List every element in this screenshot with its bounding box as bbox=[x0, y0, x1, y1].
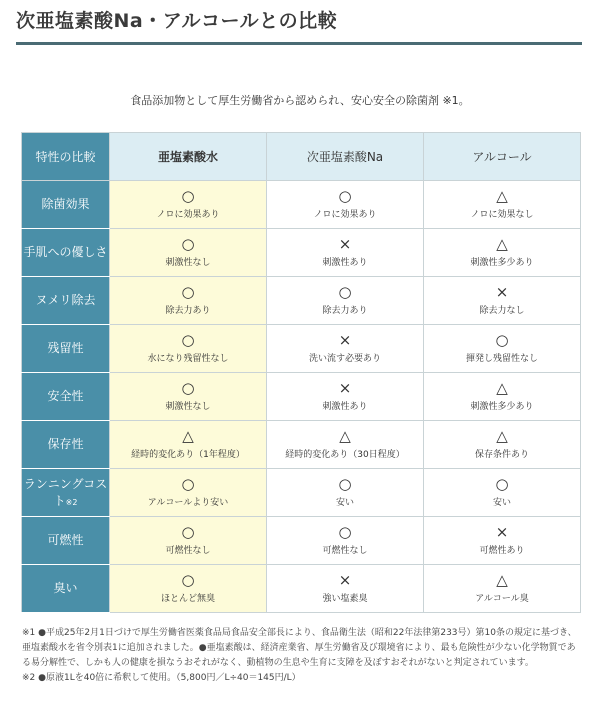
cell-note: 水になり残留性なし bbox=[147, 354, 229, 364]
cell-note: ノロに効果なし bbox=[470, 210, 534, 220]
cell-note: 可燃性なし bbox=[165, 546, 211, 556]
rating-mark: ○ bbox=[181, 523, 195, 541]
table-cell bbox=[267, 517, 424, 565]
table-cell bbox=[267, 181, 424, 229]
rating-mark: ○ bbox=[181, 331, 195, 349]
row-label-note: ※2 bbox=[65, 497, 78, 507]
table-cell bbox=[424, 277, 581, 325]
table-row bbox=[22, 517, 581, 565]
title-rule bbox=[16, 42, 582, 45]
cell-note: ほとんど無臭 bbox=[160, 594, 215, 604]
cell-note: 除去力あり bbox=[322, 306, 368, 316]
table-cell bbox=[267, 229, 424, 277]
rating-mark: ○ bbox=[181, 571, 195, 589]
cell-note: 除去力なし bbox=[479, 306, 525, 316]
cell-note: 刺激性なし bbox=[165, 258, 211, 268]
rating-mark: ○ bbox=[338, 283, 352, 301]
table-row bbox=[22, 181, 581, 229]
rating-mark: × bbox=[338, 571, 352, 589]
row-label: 臭い bbox=[22, 565, 110, 613]
table-cell bbox=[267, 469, 424, 517]
rating-mark: △ bbox=[496, 379, 508, 397]
rating-mark: ○ bbox=[495, 331, 509, 349]
table-row bbox=[22, 421, 581, 469]
rating-mark: × bbox=[495, 523, 509, 541]
row-label: 保存性 bbox=[22, 421, 110, 469]
rating-mark: △ bbox=[496, 187, 508, 205]
table-cell bbox=[267, 565, 424, 613]
cell-note: ノロに効果あり bbox=[313, 210, 377, 220]
cell-note: 刺激性なし bbox=[165, 402, 211, 412]
table-cell bbox=[267, 421, 424, 469]
table-row bbox=[22, 469, 581, 517]
cell-note: 刺激性あり bbox=[322, 402, 368, 412]
header-label-cell: 特性の比較 bbox=[22, 133, 110, 181]
row-label: 可燃性 bbox=[22, 517, 110, 565]
rating-mark: ○ bbox=[181, 235, 195, 253]
cell-note: 刺激性多少あり bbox=[470, 258, 534, 268]
table-row bbox=[22, 325, 581, 373]
rating-mark: △ bbox=[496, 427, 508, 445]
footnote-1: ※1 ●平成25年2月1日づけで厚生労働省医薬食品局食品安全部長により、食品衛生法（昭和22年法律第233号）第10条の規定に基づき、亜塩素酸水を省令別表1に追加されました。●亜塩素酸は、経済産業省、厚生労働省及び環境省により、最も危険性が少ない化学物質である易分解性で、しかも人の健康を損なうおそれがなく、動植物の生息や生育に支障を及ぼすおそれがないと判定されています。 bbox=[22, 628, 577, 668]
table-cell bbox=[424, 373, 581, 421]
footnotes bbox=[22, 626, 582, 686]
table-cell bbox=[424, 181, 581, 229]
table-cell bbox=[110, 373, 267, 421]
row-label: 安全性 bbox=[22, 373, 110, 421]
rating-mark: ○ bbox=[181, 379, 195, 397]
table-row bbox=[22, 373, 581, 421]
cell-note: 安い bbox=[492, 498, 511, 508]
table-cell bbox=[424, 517, 581, 565]
table-cell bbox=[110, 517, 267, 565]
table-cell bbox=[110, 277, 267, 325]
table-cell bbox=[110, 565, 267, 613]
table-cell bbox=[110, 325, 267, 373]
rating-mark: △ bbox=[496, 571, 508, 589]
cell-note: アルコール臭 bbox=[475, 594, 529, 604]
table-row bbox=[22, 277, 581, 325]
table-cell bbox=[424, 565, 581, 613]
rating-mark: × bbox=[338, 379, 352, 397]
rating-mark: ○ bbox=[181, 475, 195, 493]
header-column-alcohol: アルコール bbox=[424, 133, 581, 181]
row-label: 手肌への優しさ bbox=[22, 229, 110, 277]
table-cell bbox=[424, 469, 581, 517]
table-cell bbox=[267, 325, 424, 373]
table-row bbox=[22, 229, 581, 277]
rating-mark: × bbox=[495, 283, 509, 301]
rating-mark: △ bbox=[182, 427, 194, 445]
header-column-chlorous-acid-water: 亜塩素酸水 bbox=[110, 133, 267, 181]
cell-note: 除去力あり bbox=[165, 306, 211, 316]
rating-mark: ○ bbox=[338, 187, 352, 205]
rating-mark: ○ bbox=[181, 283, 195, 301]
row-label: ランニングコスト※2 bbox=[22, 469, 110, 517]
cell-note: 洗い流す必要あり bbox=[308, 354, 381, 364]
table-cell bbox=[110, 421, 267, 469]
table-cell bbox=[267, 373, 424, 421]
rating-mark: ○ bbox=[338, 523, 352, 541]
table-cell bbox=[267, 277, 424, 325]
rating-mark: ○ bbox=[338, 475, 352, 493]
page-title: 次亜塩素酸Na・アルコールとの比較 bbox=[16, 10, 338, 32]
row-label: 除菌効果 bbox=[22, 181, 110, 229]
rating-mark: △ bbox=[339, 427, 351, 445]
cell-note: 可燃性あり bbox=[479, 546, 525, 556]
table-cell bbox=[424, 421, 581, 469]
table-cell bbox=[424, 325, 581, 373]
cell-note: 経時的変化あり（1年程度） bbox=[131, 450, 245, 460]
table-header-row bbox=[22, 133, 581, 181]
cell-note: 保存条件あり bbox=[474, 450, 529, 460]
cell-note: 強い塩素臭 bbox=[322, 594, 368, 604]
table-cell bbox=[110, 229, 267, 277]
comparison-table bbox=[21, 132, 581, 613]
cell-note: 経時的変化あり（30日程度） bbox=[285, 450, 405, 460]
rating-mark: ○ bbox=[495, 475, 509, 493]
cell-note: ノロに効果あり bbox=[156, 210, 220, 220]
cell-note: 刺激性多少あり bbox=[470, 402, 534, 412]
cell-note: 刺激性あり bbox=[322, 258, 368, 268]
table-row bbox=[22, 565, 581, 613]
rating-mark: ○ bbox=[181, 187, 195, 205]
table-cell bbox=[110, 181, 267, 229]
footnote-2: ※2 ●原液1Lを40倍に希釈して使用。（5,800円／L÷40＝145円/L） bbox=[22, 673, 301, 683]
header-column-sodium-hypochlorite: 次亜塩素酸Na bbox=[267, 133, 424, 181]
rating-mark: × bbox=[338, 235, 352, 253]
cell-note: 可燃性なし bbox=[322, 546, 368, 556]
row-label: 残留性 bbox=[22, 325, 110, 373]
table-cell bbox=[110, 469, 267, 517]
table-cell bbox=[424, 229, 581, 277]
rating-mark: × bbox=[338, 331, 352, 349]
rating-mark: △ bbox=[496, 235, 508, 253]
cell-note: アルコールより安い bbox=[147, 498, 229, 508]
row-label: ヌメリ除去 bbox=[22, 277, 110, 325]
cell-note: 揮発し残留性なし bbox=[465, 354, 538, 364]
intro-text: 食品添加物として厚生労働省から認められ、安心安全の除菌剤 ※1。 bbox=[130, 94, 470, 107]
cell-note: 安い bbox=[335, 498, 354, 508]
